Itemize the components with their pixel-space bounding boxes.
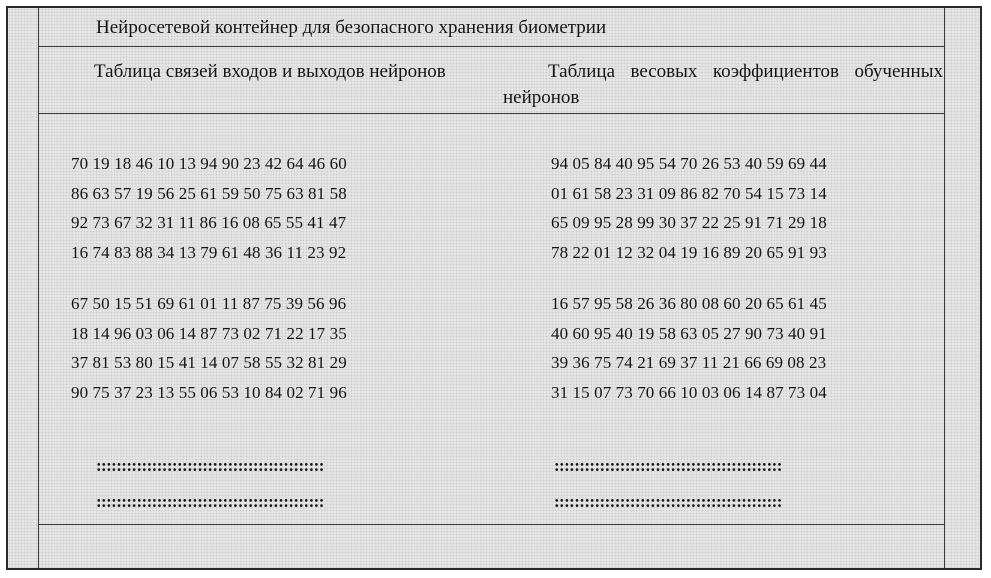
links-continuation-dots: ::::::::::::::::::::::::::::::::::::::::::::: bbox=[96, 492, 324, 511]
links-row: 16 74 83 88 34 13 79 61 48 36 11 23 92 bbox=[71, 242, 347, 262]
weights-row: 01 61 58 23 31 09 86 82 70 54 15 73 14 bbox=[551, 183, 827, 203]
right-border-line bbox=[944, 8, 945, 568]
links-row: 18 14 96 03 06 14 87 73 02 71 22 17 35 bbox=[71, 323, 347, 343]
weights-row: 78 22 01 12 32 04 19 16 89 20 65 91 93 bbox=[551, 242, 827, 262]
footer-divider bbox=[38, 524, 944, 525]
weights-row: 39 36 75 74 21 69 37 11 21 66 69 08 23 bbox=[551, 353, 827, 372]
weights-row: 94 05 84 40 95 54 70 26 53 40 59 69 44 bbox=[551, 154, 827, 173]
links-row: 90 75 37 23 13 55 06 53 10 84 02 71 96 bbox=[71, 382, 347, 402]
container-title: Нейросетевой контейнер для безопасного хранения биометрии bbox=[96, 17, 607, 38]
weights-continuation-dots: ::::::::::::::::::::::::::::::::::::::::::::: bbox=[554, 456, 782, 475]
container-frame bbox=[6, 6, 982, 570]
title-divider bbox=[38, 46, 944, 47]
weights-table-header: Таблица весовых коэффициентов обученных нейронов bbox=[503, 61, 943, 108]
links-table-group-1 bbox=[71, 149, 347, 267]
weights-continuation-dots: ::::::::::::::::::::::::::::::::::::::::::::: bbox=[554, 492, 782, 511]
weights-row: 65 09 95 28 99 30 37 22 25 91 71 29 18 bbox=[551, 213, 827, 232]
weights-row: 40 60 95 40 19 58 63 05 27 90 73 40 91 bbox=[551, 323, 827, 343]
links-row: 37 81 53 80 15 41 14 07 58 55 32 81 29 bbox=[71, 353, 347, 372]
links-row: 67 50 15 51 69 61 01 11 87 75 39 56 96 bbox=[71, 294, 347, 313]
weights-row: 31 15 07 73 70 66 10 03 06 14 87 73 04 bbox=[551, 382, 827, 402]
links-continuation-dots: ::::::::::::::::::::::::::::::::::::::::::::: bbox=[96, 456, 324, 475]
links-row: 86 63 57 19 56 25 61 59 50 75 63 81 58 bbox=[71, 183, 347, 203]
weights-table-group-2 bbox=[551, 289, 827, 407]
links-table-header: Таблица связей входов и выходов нейронов bbox=[94, 61, 446, 82]
left-border-line bbox=[38, 8, 39, 568]
links-row: 92 73 67 32 31 11 86 16 08 65 55 41 47 bbox=[71, 213, 347, 232]
links-table-group-2 bbox=[71, 289, 347, 407]
links-row: 70 19 18 46 10 13 94 90 23 42 64 46 60 bbox=[71, 154, 347, 173]
header-divider bbox=[38, 113, 944, 114]
weights-table-group-1 bbox=[551, 149, 827, 267]
weights-row: 16 57 95 58 26 36 80 08 60 20 65 61 45 bbox=[551, 294, 827, 313]
